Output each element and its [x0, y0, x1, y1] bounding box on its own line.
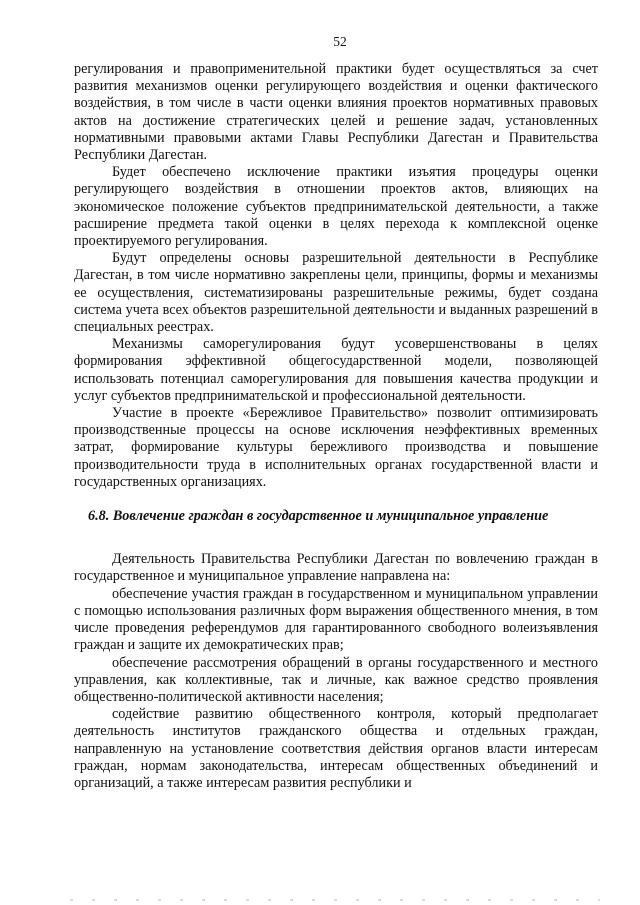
paragraph: Будут определены основы разрешительной деятельности в Республике Дагестан, в том числе нормативно закреплены цели, принципы, формы и механизмы ее осуществления, систематизированы разрешительные режимы, будет создана система учета всех объектов разрешительной деятельности и выданных разрешений в специальных реестрах. — [74, 250, 598, 336]
paragraphs-before-heading — [74, 61, 598, 491]
paragraph: Механизмы саморегулирования будут усовершенствованы в целях формирования эффективной общегосударственной модели, позволяющей использовать потенциал саморегулирования для повышения качества продукции и услуг субъектов предпринимательской и профессиональной деятельности. — [74, 336, 598, 404]
paragraph: Деятельность Правительства Республики Дагестан по вовлечению граждан в государственное и муниципальное управление направлена на: — [74, 551, 598, 585]
paragraph: Будет обеспечено исключение практики изъятия процедуры оценки регулирующего воздействия в отношении проектов актов, влияющих на экономическое положение субъектов предпринимательской деятельности, а также расширение предмета такой оценки в целях перехода к комплексной оценке проектируемого регулирования. — [74, 164, 598, 250]
paragraph: обеспечение рассмотрения обращений в органы государственного и местного управления, как коллективные, так и личные, как важное средство проявления общественно-политической активности населения; — [74, 654, 598, 705]
paragraph: регулирования и правоприменительной практики будет осуществляться за счет развития механизмов оценки регулирующего воздействия и оценки фактического воздействия, в том числе в части оценки влияния проектов нормативных правовых актов на достижение стратегических целей и решение задач, установленных нормативными правовыми актами Главы Республики Дагестан и Правительства Республики Дагестан. — [74, 61, 598, 164]
page-number: 52 — [333, 34, 347, 49]
section-heading: 6.8. Вовлечение граждан в государственное и муниципальное управление — [88, 508, 549, 525]
paragraph: содействие развитию общественного контроля, который предполагает деятельность институтов гражданского общества и отдельных граждан, направленную на установление соответствия действия органов власти интересам граждан, нормам законодательства, интересам общественных объединений и организаций, а также интересам развития республики и — [74, 706, 598, 791]
paragraph: обеспечение участия граждан в государственном и муниципальном управлении с помощью использования различных форм выражения общественного мнения, в том числе проведения референдумов для гарантированного свободного волеизъявления граждан и защите их демократических прав; — [74, 585, 598, 654]
document-body — [74, 61, 598, 792]
paragraph: Участие в проекте «Бережливое Правительство» позволит оптимизировать производственные процессы на основе исключения неэффективных временных затрат, формирование культуры бережливого производства и повышение производительности труда в исполнительных органах государственной власти и государственных организациях. — [74, 405, 598, 490]
scan-artifact-bottom — [70, 899, 600, 901]
paragraphs-after-heading — [74, 551, 598, 792]
